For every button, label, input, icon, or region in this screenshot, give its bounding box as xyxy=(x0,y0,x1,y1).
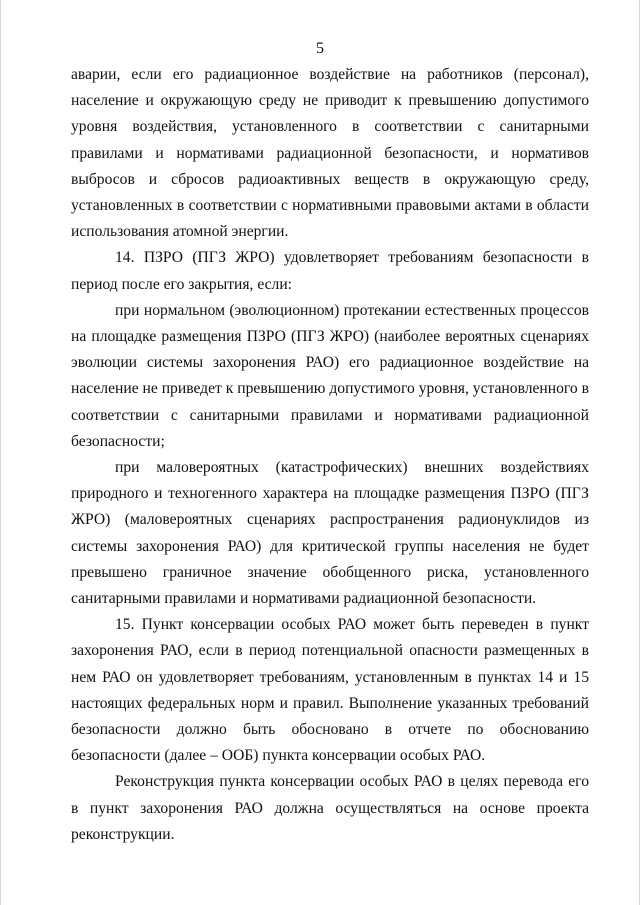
paragraph-item-15: 15. Пункт консервации особых РАО может быть переведен в пункт захоронения РАО, если в период потенциальной опасности размещенных в нем РАО он удовлетворяет требованиям, установленным в пунктах 14 и 15 настоящих федеральных норм и правил. Выполнение указанных требований безопасности должно быть обосновано в отчете по обоснованию безопасности (далее – ООБ) пункта консервации особых РАО. xyxy=(71,616,589,765)
page-number: 5 xyxy=(316,40,324,57)
paragraph-normal-evolution: при нормальном (эволюционном) протекании естественных процессов на площадке размещения ПЗРО (ПГЗ ЖРО) (наиболее вероятных сценариях эволюции системы захоронения РАО) его радиационное воздействие на население не приведет к превышению допустимого уровня, установленного в соответствии с санитарными правилами и нормативами радиационной безопасности; xyxy=(71,301,589,450)
paragraph-item-14: 14. ПЗРО (ПГЗ ЖРО) удовлетворяет требованиям безопасности в период после его закрытия, если: xyxy=(71,249,589,293)
paragraph-unlikely-impacts: при маловероятных (катастрофических) внешних воздействиях природного и техногенного характера на площадке размещения ПЗРО (ПГЗ ЖРО) (маловероятных сценариях распространения радионуклидов из системы захоронения РАО) для критической группы населения не будет превышено граничное значение обобщенного риска, установленного санитарными правилами и нормативами радиационной безопасности. xyxy=(71,459,589,608)
paragraph-continuation: аварии, если его радиационное воздействие на работников (персонал), население и окружающую среду не приводит к превышению допустимого уровня воздействия, установленного в соответствии с санитарными правилами и нормативами радиационной безопасности, и нормативов выбросов и сбросов радиоактивных веществ в окружающую среду, установленных в соответствии с нормативными правовыми актами в области использования атомной энергии. xyxy=(71,66,589,241)
paragraph-reconstruction: Реконструкция пункта консервации особых РАО в целях перевода его в пункт захоронения РАО должна осуществляться на основе проекта реконструкции. xyxy=(71,773,589,843)
document-body xyxy=(71,62,589,848)
